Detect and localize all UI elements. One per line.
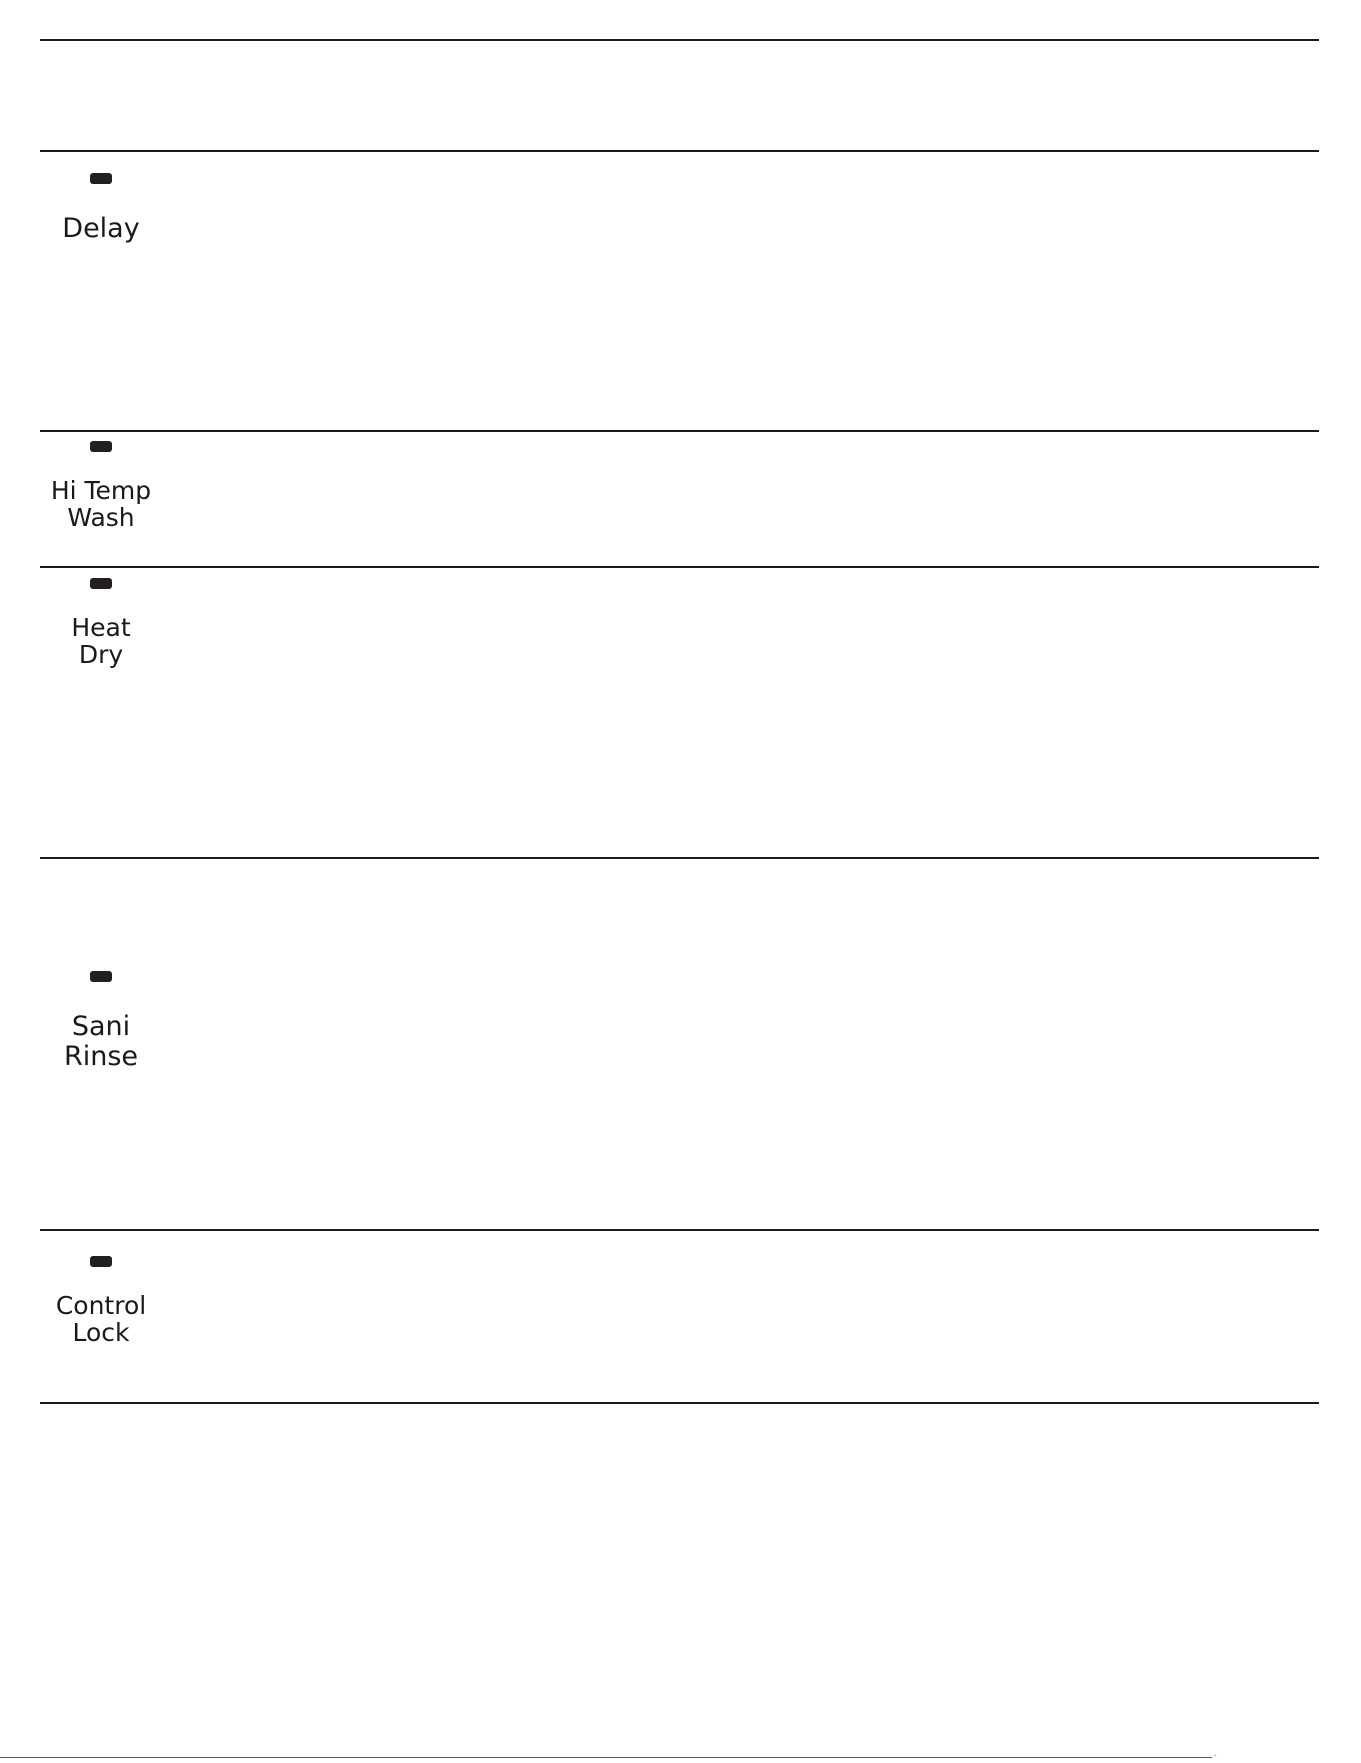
indicator-light-icon [90, 971, 112, 982]
indicator-light-icon [90, 173, 112, 184]
option-label-line: Sani [71, 1011, 131, 1042]
option-control-lock[interactable] [48, 1256, 154, 1346]
option-label-line: Hi Temp [50, 476, 152, 505]
footer-mark: ´ [1213, 1754, 1217, 1763]
option-label-line: Delay [62, 213, 140, 244]
option-label-line: Wash [67, 503, 135, 532]
indicator-light-icon [90, 1256, 112, 1267]
option-label [64, 1012, 138, 1072]
divider [40, 1402, 1319, 1404]
divider [40, 150, 1319, 152]
option-label [62, 214, 139, 244]
indicator-light-icon [90, 441, 112, 452]
option-delay[interactable] [48, 173, 154, 244]
option-label-line: Lock [72, 1318, 130, 1347]
divider [40, 566, 1319, 568]
footer-divider [0, 1757, 1212, 1758]
option-label-line: Heat [71, 613, 131, 642]
option-label-line: Rinse [63, 1041, 139, 1072]
option-hi-temp-wash[interactable] [48, 441, 154, 531]
divider [40, 857, 1319, 859]
option-label [51, 477, 151, 531]
divider [40, 430, 1319, 432]
option-sani-rinse[interactable] [48, 971, 154, 1072]
option-label-line: Control [55, 1291, 147, 1320]
indicator-light-icon [90, 578, 112, 589]
option-label [56, 1292, 146, 1346]
divider [40, 1229, 1319, 1231]
option-label-line: Dry [78, 640, 124, 669]
option-label [71, 614, 130, 668]
option-heat-dry[interactable] [48, 578, 154, 668]
divider-top [40, 39, 1319, 41]
